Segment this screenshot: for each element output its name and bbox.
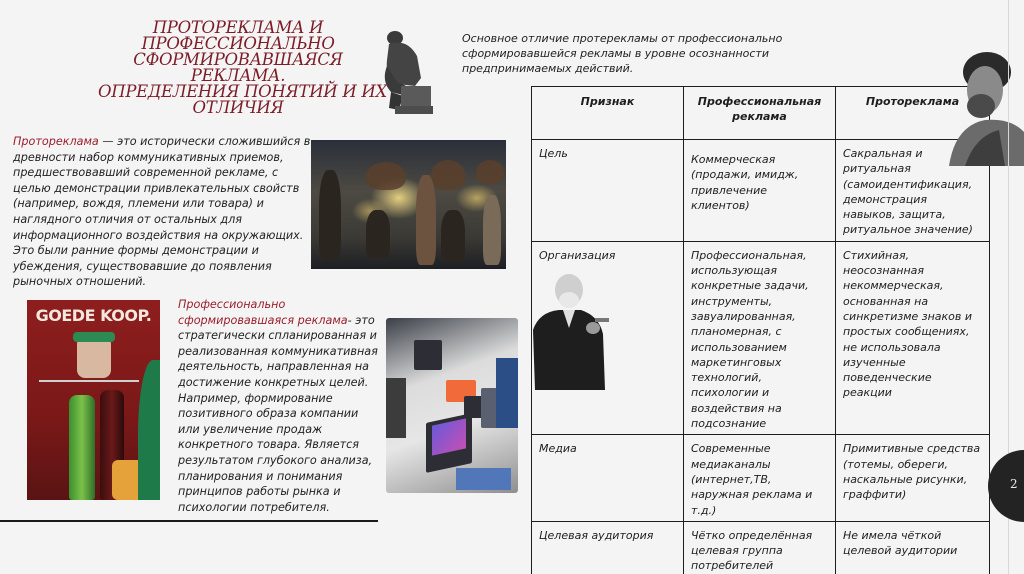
header-proto: Протореклама <box>836 87 990 140</box>
definition-text: — это исторически сложившийся в древности набор коммуникативных приемов, предшествовавший современной рекламе, с целью демонстрации привлекательных свойств (например, вождя, племени или товара) и наглядного отличия от остальных для информационного воздействия на окружающих. Это были ранние формы демонстрации и убеждения, существовавшие до появления рыночных отношений. <box>13 135 311 289</box>
header-feature: Признак <box>532 87 684 140</box>
cell-proto: Стихийная, неосознанная некоммерческая, основанная на синкретизме знаков и простых сообщениях, не использовала изученные поведенческие реакции <box>836 241 990 435</box>
term-professional-advertising: Профессионально сформировавшаяся реклама <box>178 298 348 327</box>
cell-feature: Медиа <box>532 435 684 521</box>
cell-proto: Примитивные средства (тотемы, обереги, наскальные рисунки, граффити) <box>836 435 990 521</box>
section-divider <box>0 520 378 522</box>
title-line: ОПРЕДЕЛЕНИЯ ПОНЯТИЙ И ИХ <box>98 82 387 101</box>
cell-professional: Профессиональная, использующая конкретные задачи, инструменты, завуалированная, планомерная, с использованием маркетинговых технологий, психологии и воздействия на подсознание <box>684 241 836 435</box>
title-line: РЕКЛАМА. <box>190 66 286 85</box>
cell-feature: Цель <box>532 140 684 242</box>
cell-professional: Чётко определённая целевая группа потребителей <box>684 521 836 574</box>
table-row <box>532 140 990 242</box>
title-line: СФОРМИРОВАВШАЯСЯ <box>133 50 343 69</box>
header-professional: Профессиональная реклама <box>684 87 836 140</box>
table-header-row <box>532 87 990 140</box>
cell-feature: Целевая аудитория <box>532 521 684 574</box>
table-row <box>532 435 990 521</box>
table-row <box>532 521 990 574</box>
cell-proto: Не имела чёткой целевой аудитории <box>836 521 990 574</box>
term-protoadvertising: Протореклама <box>13 135 99 148</box>
professional-advertising-definition <box>178 297 383 515</box>
roman-bust-image <box>945 48 1024 166</box>
definition-text: - это стратегически спланированная и реализованная коммуникативная деятельность, направленная на достижение конкретных целей. Например, формирование позитивного образа компании или увеличение продаж конкретного товара. Является результатом глубокого анализа, планирования и понимания принципов работы рынка и психологии потребителя. <box>178 313 378 514</box>
title-line: ПРОТОРЕКЛАМА И <box>152 18 324 37</box>
slide-title <box>98 18 387 117</box>
cell-professional: Коммерческая (продажи, имидж, привлечение клиентов) <box>684 140 836 242</box>
title-line: ОТЛИЧИЯ <box>192 98 284 117</box>
cave-painting-image <box>311 140 506 269</box>
laptops-workspace-image <box>386 318 518 493</box>
page-number: 2 <box>1010 477 1018 491</box>
thinker-statue-image <box>377 26 435 116</box>
ad-brand-text: GOEDE KOOP. <box>35 306 152 325</box>
page-number-badge <box>988 450 1024 522</box>
intro-text: Основное отличие протерекламы от профессионально сформировавшейся рекламы в уровне осознанности предпринимаемых действий. <box>462 32 783 75</box>
goede-koop-ad-image <box>27 300 160 500</box>
cell-feature: Организация <box>532 241 684 435</box>
title-line: ПРОФЕССИОНАЛЬНО <box>141 34 335 53</box>
freud-portrait-image <box>529 270 617 390</box>
protoadvertising-definition <box>13 134 313 290</box>
cell-proto: Сакральная и ритуальная (самоидентификация, демонстрация навыков, защита, ритуальное значение) <box>836 140 990 242</box>
cell-professional: Современные медиаканалы (интернет,ТВ, наружная реклама и т.д.) <box>684 435 836 521</box>
